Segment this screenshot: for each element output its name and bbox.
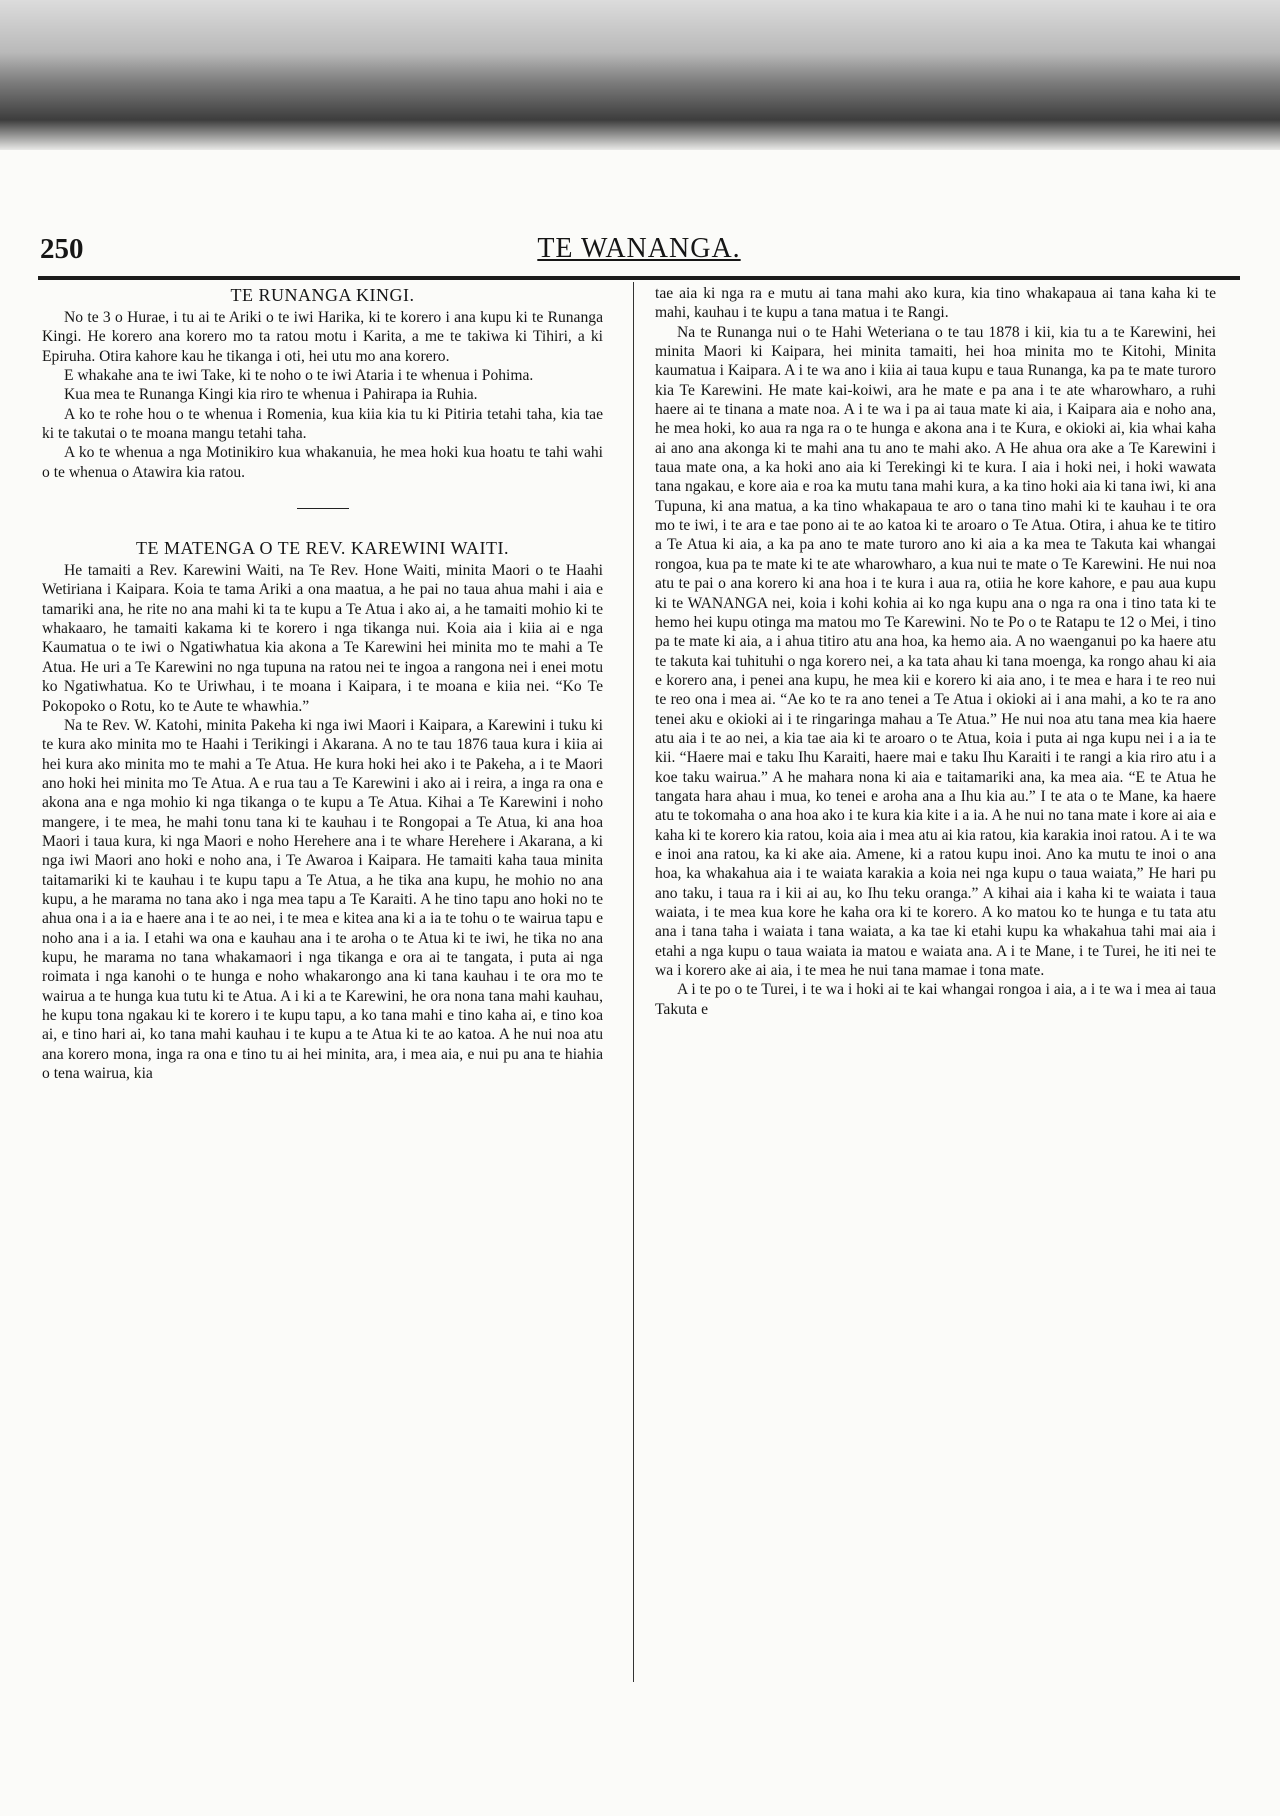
section-heading-runanga-kingi: TE RUNANGA KINGI. — [230, 285, 415, 305]
paragraph: Na te Rev. W. Katohi, minita Pakeha ki nga iwi Maori i Kaipara, a Karewini i tuku ki te kura ako minita mo te Haahi i Terikingi i Akarana. A no te tau 1876 taua kura i kiia ai hei kura ako minita mo te mahi a Te Atua. He kura hoki hei ako i te Pakeha, a i te Maori ano hoki hei minita mo Te Atua. A e rua tau a Te Karewini i ako ai i reira, a inga ra ona e akona ana e nga mohio ki nga tikanga o te kupu a Te Atua. Kihai a Te Karewini i noho mangere, i te mea, he mahi tonu tana ki te kauhau i te Rongopai a Te Atua, ki ana hoa Maori i taua kura, ki nga Maori e noho Herehere ana i te whare Herehere i Akarana, a ki nga iwi Maori ano hoki e noho ana, i Te Awaroa i Kaipara. He tamaiti kaha taua minita taitamariki ki te kauhau i te kupu tapu a Te Atua, a he tika ana kupu, he mohio no ana kupu, a he marama no tana ako i nga mea tapu a Te Karaiti. A he tino tapu ano hoki no te ahua ona i a ia e haere ana i te ao nei, i te mea e kitea ana ki a ia te tohu o te wairua tapu e noho ana i a ia. I etahi wa ona e kauhau ana i te aroha o te Atua ki te iwi, he tika no ana kupu, he marama no tana whakamaori i nga tikanga e ora ai te tangata, i puta ai nga roimata i nga kanohi o te hunga e noho whakarongo ana ki tana kauhau i te ora mo te wairua a te hunga kua tutu ki te Atua. A i ki a te Karewini, he ora nona tana mahi kauhau, he kupu tona ngakau ki te korero i te kupu tapu, a ko tana mahi e tino kaha ai, e tino koa ai, e tino hari ai, ko tana mahi kauhau i te kupu a te Atua ki te ao katoa. A he nui noa atu ana korero mona, inga ra ona e tino tu ai hei minita, ara, i mea aia, e nui pu ana te hiahia o tena wairua, kia — [42, 716, 603, 1083]
paragraph: Na te Runanga nui o te Hahi Weteriana o te tau 1878 i kii, kia tu a te Karewini, hei minita Maori ki Kaipara, hei minita tamaiti, hei hoa minita mo te Kitohi, Minita kaumatua i Kaipara. A i te wa ano i kiia ai taua kupu e taua Runanga, ka pa te mate turoro kia Te Karewini. He mate kai-koiwi, ara he mate e pa ana i te ate wharowharo, a ruhi haere ai te tinana a mate noa. A i te wa i pa ai taua mate ki aia, i Kaipara aia e noho ana, he mea hoki, ko aua ra nga ra o te hunga e akona ana i te Kura, e okioki ai, kia whai kaha ai ano ana akonga ki te mahi ana tu ano te mahi ako. A He ahua ora ake a Te Karewini i taua mate ona, a ka hoki ano aia ki Terekingi ki te kura. I aia i hoki nei, i hoki wawata tana ngakau, e kore aia e roa ka mutu tana mahi kura, a ka tino hoki aia ki tana iwi, ki ana Tupuna, ki ana matua, a ka tino whakapaua te aro o tana tino mahi ki te kauhau i te ora mo te iwi, i te ara e tae pono ai te ao katoa ki te aroaro o Te Atua. Otira, i ahua ke te titiro a Te Atua ki aia, a ka pa ano te mate turoro ano ki aia a ka mea te Takuta kai whangai rongoa, kua pa te mate ki te ate wharowharo, a kua nui te mate o Te Karewini. He nui noa atu te pai o ana korero ki ana hoa i te kura i aua ra, otiia he kore kahore, e pau aua kupu ki te WANANGA nei, koia i kohi kohia ai ko nga kupu ana o nga ra ona i tino tata ki te hemo hei kupu otinga ma matou mo Te Karewini. No te Po o te Ratapu te 12 o Mei, i tino pa te mate ki aia, a i ahua titiro atu ana hoa, ka hemo aia. A no waenganui po ka haere atu te takuta kai tuhituhi o nga korero nei, a ka tata ahau ki tana moenga, ka rongo ahau ki aia e korero ana, i penei ana kupu, he mea kii e korero ki aia ano, i te mea e hara i te reo nui te reo ona i mea ai. “Ae ko te ra ano tenei a Te Atua i okioki ai i ana mahi, a ko te ra ano tenei aku e okioki ai i te ringaringa mahau a Te Atua.” He nui noa atu tana mea kia haere atu aia i te ao nei, a kia tae aia ki te aroaro o te Atua, koia i puta ai nga kupu nei i a ia te kii. “Haere mai e taku Ihu Karaiti, haere mai e taku Ihu Karaiti i te rangi a kia riro atu i a koe taku wairua.” A he mahara nona ki aia e taitamariki ana, ka mea aia. “E te Atua he tangata hara ahau i mua, ko tenei e aroha ana a Ihu kia au.” I te ata o te Mane, ka haere atu te tokomaha o ana hoa ako i te kura kia kite i a ia. A he nui no tana mate i kore ai aia e kaha ki te korero kia ratou, koia aia i mea atu ai kia ratou, kia karakia inoi ratou. A i te wa e inoi ana ratou, ka ki ake aia. Amene, ki a ratou kupu inoi. Ano ka mutu te inoi o ana hoa, ka whakahua aia i te waiata karakia a koia nei nga kupu o taua waiata,” He hari pu ano taku, i taua ra i kii ai au, ko Ihu teku oranga.” A kihai aia i kaha ki te waiata i taua waiata, i te mea kua kore he kaha ora ki te korero. A ko matou ko te hunga e tu tata atu ana i tana taha i waiata i tana waiata, a ka tae ki etahi kupu ka whakahua tahi mai aia i etahi a nga kupu o taua waiata ia matou e waiata ana. A i te Mane, i te Turei, he iti nei te wa i korero ake ai aia, i te mea he nui tana mamae i tona mate. — [655, 323, 1216, 980]
scanned-top-margin — [0, 0, 1280, 150]
paragraph: tae aia ki nga ra e mutu ai tana mahi ako kura, kia tino whakapaua ai tana kaha ki te mahi, kauhau i te kupu a tana matua i te Rangi. — [655, 285, 1216, 322]
paragraph: A ko te whenua a nga Motinikiro kua whakanuia, he mea hoki kua hoatu te tahi wahi o te whenua o Atawira kia ratou. — [42, 444, 603, 481]
page-number: 250 — [40, 233, 84, 265]
paragraph: A i te po o te Turei, i te wa i hoki ai te kai whangai rongoa i aia, a i te wa i mea ai taua Takuta e — [655, 981, 1216, 1018]
paragraph: He tamaiti a Rev. Karewini Waiti, na Te Rev. Hone Waiti, minita Maori o te Haahi Wetiriana i Kaipara. Koia te tama Ariki a ona maatua, a he pai no taua ahua mahi i aia e tamariki ana, he rite no ana mahi ki ta te kupu a Te Atua i ako ai, a he tamaiti mohio ki te whakaaro, he tamaiti kakama ki te korero i nga tikanga nui. Koia aia i kiia ai e nga Kaumatua o te iwi o Ngatiwhatua kia akona a Te Karewini hei minita mo te mahi a Te Atua. He uri a Te Karewini no nga tupuna na ratou nei te ingoa a rangona nei i enei motu ko Ngatiwhatua. Ko te Uriwhau, i te moana i Kaipara, i te moana e kiia nei. “Ko Te Pokopoko o Rotu, ko te Aute te whawhia.” — [42, 562, 603, 715]
paragraph: E whakahe ana te iwi Take, ki te noho o te iwi Ataria i te whenua i Pohima. — [64, 367, 534, 385]
section-separator — [297, 508, 349, 509]
left-column — [42, 284, 603, 1083]
paragraph: A ko te rohe hou o te whenua i Romenia, kua kiia kia tu ki Pitiria tetahi taha, kia tae ki te takutai o te moana mangu tetahi taha. — [42, 405, 603, 443]
page-header — [40, 233, 1238, 277]
right-column — [655, 284, 1216, 1019]
section-heading-obituary: TE MATENGA O TE REV. KAREWINI WAITI. — [136, 538, 509, 559]
paragraph: Kua mea te Runanga Kingi kia riro te whenua i Pahirapa ia Ruhia. — [64, 386, 478, 404]
paragraph: No te 3 o Hurae, i tu ai te Ariki o te iwi Harika, ki te korero i ana kupu ki te Runanga Kingi. He korero ana korero mo ta ratou motu i Karita, a me te takiwa ki Tihiri, a ki Epiruha. Otira kahore kau he tikanga i oti, hei utu mo ana korero. — [42, 309, 603, 365]
column-divider — [633, 282, 634, 1682]
running-title: TE WANANGA. — [537, 233, 741, 264]
header-rule — [38, 276, 1240, 280]
